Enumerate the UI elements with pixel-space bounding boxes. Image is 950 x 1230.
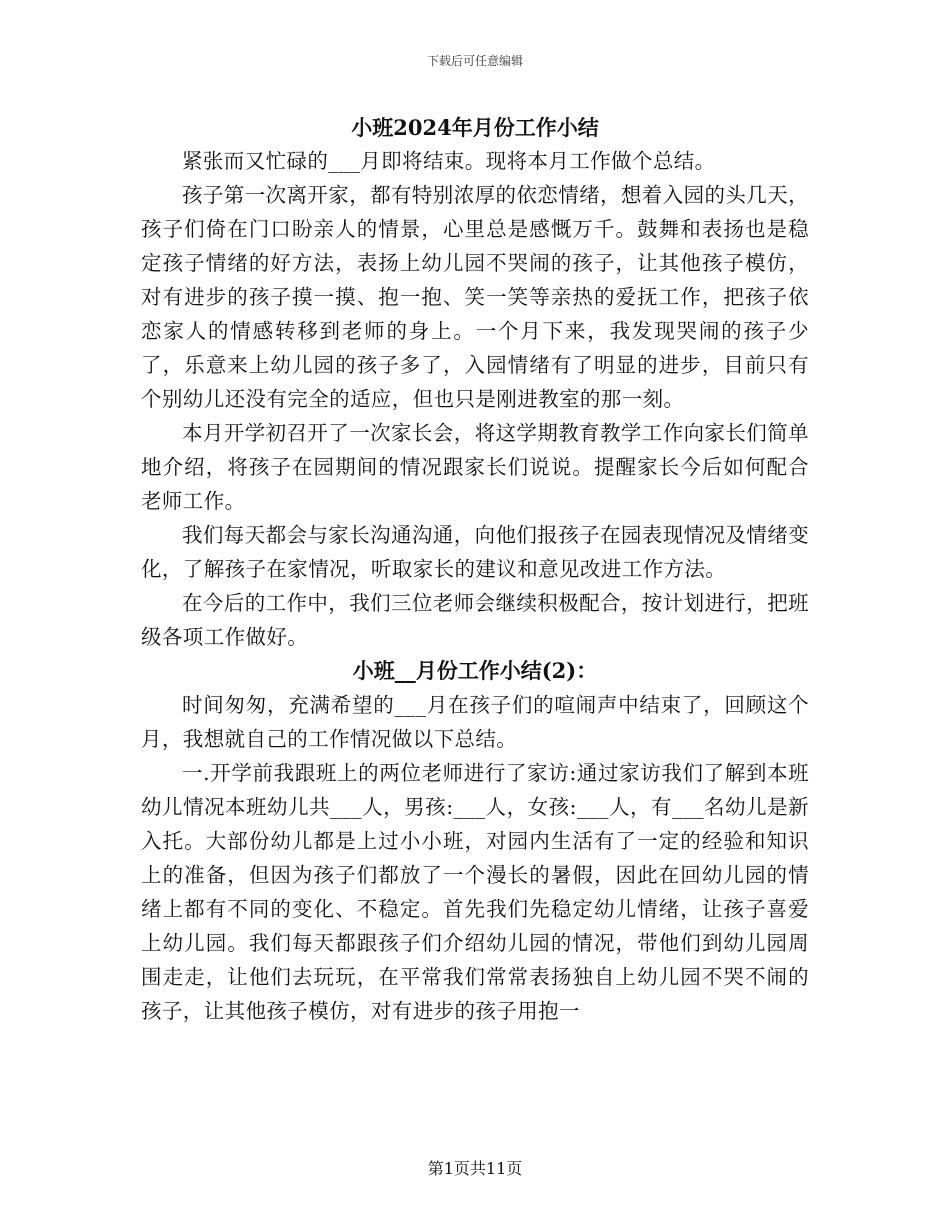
page-footer: 第1页共11页: [427, 1159, 523, 1178]
document-body: [141, 114, 809, 1028]
paragraph: 孩子第一次离开家，都有特别浓厚的依恋情绪，想着入园的头几天，孩子们倚在门口盼亲人的情景，心里总是感慨万千。鼓舞和表扬也是稳定孩子情绪的好方法，表扬上幼儿园不哭闹的孩子，让其他孩子模仿，对有进步的孩子摸一摸、抱一抱、笑一笑等亲热的爱抚工作，把孩子依恋家人的情感转移到老师的身上。一个月下来，我发现哭闹的孩子少了，乐意来上幼儿园的孩子多了，入园情绪有了明显的进步，目前只有个别幼儿还没有完全的适应，但也只是刚进教室的那一刻。: [141, 183, 809, 411]
paragraph: 在今后的工作中，我们三位老师会继续积极配合，按计划进行，把班级各项工作做好。: [141, 591, 809, 649]
paragraph: 时间匆匆，充满希望的___月在孩子们的喧闹声中结束了，回顾这个月，我想就自己的工作情况做以下总结。: [141, 693, 809, 751]
paragraph: 我们每天都会与家长沟通沟通，向他们报孩子在园表现情况及情绪变化，了解孩子在家情况，听取家长的建议和意见改进工作方法。: [141, 523, 809, 581]
section-1: [141, 144, 809, 654]
section-title: 小班__月份工作小结(2)：: [352, 658, 598, 683]
document-title: 小班2024年月份工作小结: [351, 115, 599, 140]
paragraph: 紧张而又忙碌的___月即将结束。现将本月工作做个总结。: [182, 149, 716, 173]
header-note: 下载后可任意编辑: [426, 54, 523, 68]
section-2: [141, 654, 809, 1028]
paragraph: 本月开学初召开了一次家长会，将这学期教育教学工作向家长们简单地介绍，将孩子在园期间的情况跟家长们说说。提醒家长今后如何配合老师工作。: [141, 421, 809, 513]
paragraph: 一.开学前我跟班上的两位老师进行了家访:通过家访我们了解到本班幼儿情况本班幼儿共___人，男孩:___人，女孩:___人，有___名幼儿是新入托。大部份幼儿都是上过小小班，对园内生活有了一定的经验和知识上的准备，但因为孩子们都放了一个漫长的暑假，因此在回幼儿园的情绪上都有不同的变化、不稳定。首先我们先稳定幼儿情绪，让孩子喜爱上幼儿园。我们每天都跟孩子们介绍幼儿园的情况，带他们到幼儿园周围走走，让他们去玩玩，在平常我们常常表扬独自上幼儿园不哭不闹的孩子，让其他孩子模仿，对有进步的孩子用抱一: [141, 761, 809, 1023]
